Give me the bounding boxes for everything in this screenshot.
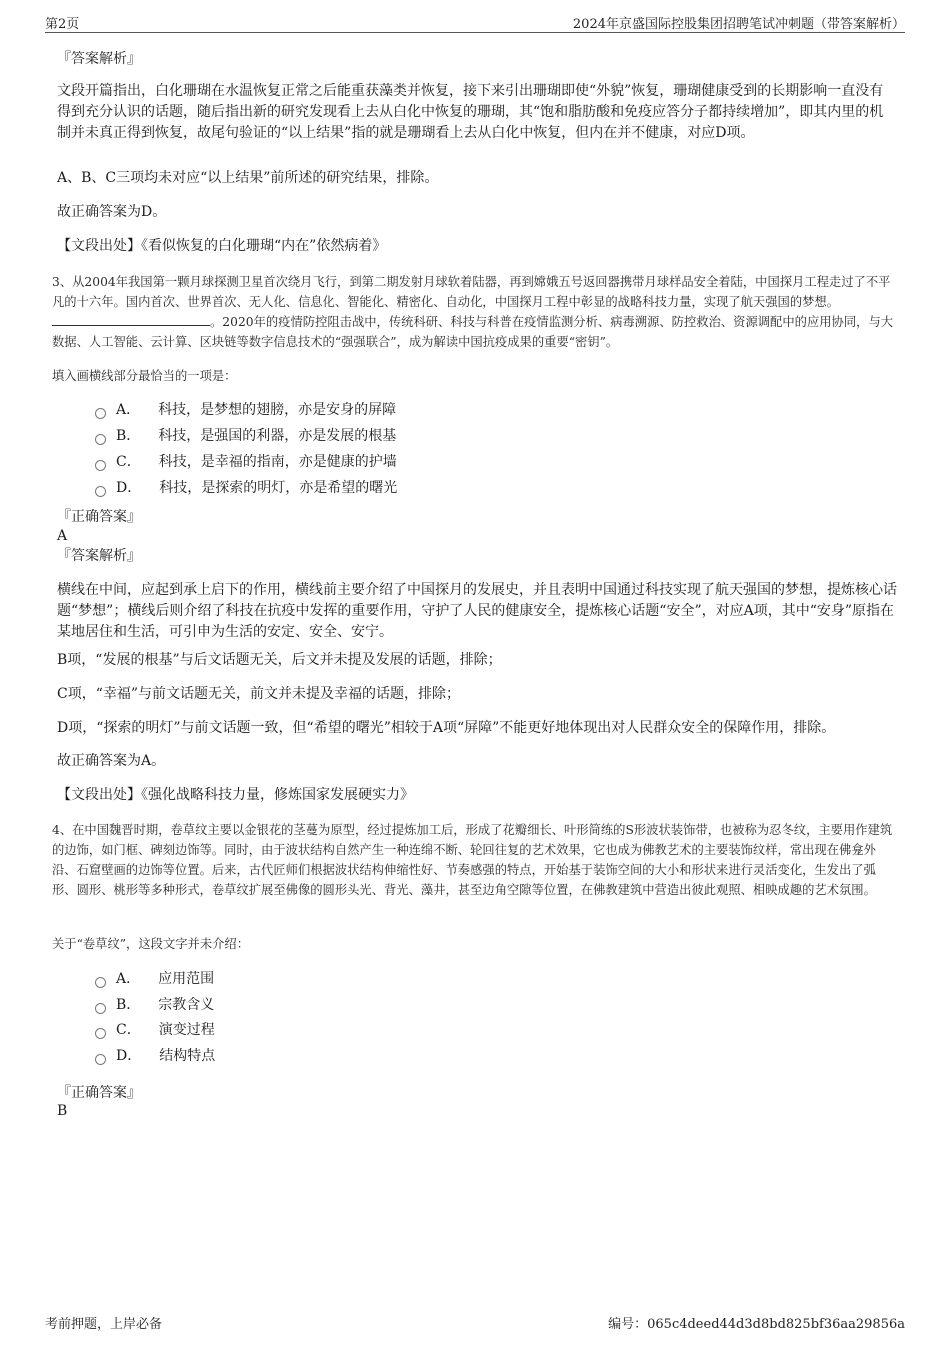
question-4-stem: 4、在中国魏晋时期，卷草纹主要以金银花的茎蔓为原型，经过提炼加工后，形成了花瓣细长、叶形简练的S形波状装饰带，也被称为忍冬纹，主要用作建筑的边饰，如门框、碑刻边饰等。同时，由于波状结构自然产生一种连绵不断、轮回往复的艺术效果，它也成为佛教艺术的主要装饰纹样，常出现在佛龛外沿、石窟壁画的边饰等位置。后来，古代匠师们根据波状结构伸缩性好、节奏感强的特点，开始基于装饰空间的大小和形状来进行灵活变化，生发出了弧形、圆形、桃形等多种形式，卷草纹扩展至佛像的圆形头光、背光、藻井，甚至边角空隙等位置，在佛教建筑中营造出彼此观照、相映成趣的艺术氛围。 bbox=[52, 823, 893, 897]
question-3-text-after: 。2020年的疫情防控阻击战中，传统科研、科技与科普在疫情监测分析、病毒溯源、防控救治、资源调配中的应用协同，与大数据、人工智能、云计算、区块链等数字信息技术的“强强联合”，成为解读中国抗疫成果的重要“密钥”。 bbox=[52, 315, 894, 349]
page-header bbox=[45, 10, 905, 33]
question-3-prompt: 填入画横线部分最恰当的一项是： bbox=[52, 369, 237, 383]
analysis-text: 横线在中间，应起到承上启下的作用，横线前主要介绍了中国探月的发展史，并且表明中国通过科技实现了航天强国的梦想，提炼核心话题“梦想”；横线后则介绍了科技在抗疫中发挥的重要作用，守护了人民的健康安全，提炼核心话题“安全”，对应A项，其中“安身”原指在某地居住和生活，可引申为生活的安定、安全、安宁。 bbox=[57, 582, 897, 640]
source-citation: 【文段出处】《强化战略科技力量，修炼国家发展硬实力》 bbox=[57, 787, 414, 803]
answer-label: 『正确答案』 bbox=[57, 509, 141, 525]
question-4-prompt: 关于“卷草纹”，这段文字并未介绍： bbox=[52, 937, 250, 951]
question-3-stem bbox=[52, 272, 900, 352]
document-title: 2024年京盛国际控股集团招聘笔试冲刺题（带答案解析） bbox=[572, 17, 905, 32]
option-a[interactable]: A． 应用范围 bbox=[95, 969, 214, 989]
radio-icon[interactable] bbox=[95, 460, 106, 471]
footer-slogan: 考前押题，上岸必备 bbox=[45, 1317, 163, 1332]
radio-icon[interactable] bbox=[95, 408, 106, 419]
option-a[interactable]: A． 科技，是梦想的翅膀，亦是安身的屏障 bbox=[95, 400, 396, 420]
document-id: 编号：065c4deed44d3d8bd825bf36aa29856a bbox=[608, 1317, 905, 1332]
answer-label: 『正确答案』 bbox=[57, 1085, 141, 1101]
analysis-text: 文段开篇指出，白化珊瑚在水温恢复正常之后能重获藻类并恢复，接下来引出珊瑚即使“外貌”恢复，珊瑚健康受到的长期影响一直没有得到充分认识的话题，随后指出新的研究发现看上去从白化中恢复的珊瑚，其“饱和脂肪酸和免疫应答分子都持续增加”，即其内里的机制并未真正得到恢复，故尾句验证的“以上结果”指的就是珊瑚看上去从白化中恢复，但内在并不健康，对应D项。 bbox=[57, 83, 884, 141]
fill-blank bbox=[52, 313, 210, 326]
option-d[interactable]: D． 结构特点 bbox=[95, 1046, 215, 1066]
analysis-label: 『答案解析』 bbox=[57, 548, 141, 564]
question-3-text-before: 3、从2004年我国第一颗月球探测卫星首次绕月飞行，到第二期发射月球软着陆器，再到嫦娥五号返回器携带月球样品安全着陆，中国探月工程走过了不平凡的十六年。国内首次、世界首次、无人化、信息化、智能化、精密化、自动化，中国探月工程中彰显的战略科技力量，实现了航天强国的梦想。 bbox=[52, 275, 891, 309]
source-citation: 【文段出处】《看似恢复的白化珊瑚“内在”依然病着》 bbox=[57, 238, 387, 254]
radio-icon[interactable] bbox=[95, 1028, 106, 1039]
option-b[interactable]: B． 科技，是强国的利器，亦是发展的根基 bbox=[95, 426, 396, 446]
analysis-label: 『答案解析』 bbox=[57, 51, 141, 67]
radio-icon[interactable] bbox=[95, 1003, 106, 1014]
option-c[interactable]: C． 演变过程 bbox=[95, 1020, 215, 1040]
answer-value: A bbox=[57, 528, 68, 544]
option-b[interactable]: B． 宗教含义 bbox=[95, 995, 214, 1015]
option-c[interactable]: C． 科技，是幸福的指南，亦是健康的护墙 bbox=[95, 452, 397, 472]
option-d[interactable]: D． 科技，是探索的明灯，亦是希望的曙光 bbox=[95, 478, 397, 498]
page-number: 第2页 bbox=[45, 17, 80, 32]
answer-value: B bbox=[57, 1103, 68, 1119]
analysis-note-d: D项，“探索的明灯”与前文话题一致，但“希望的曙光”相较于A项“屏障”不能更好地体现出对人民群众安全的保障作用，排除。 bbox=[57, 720, 836, 736]
conclusion: 故正确答案为A。 bbox=[57, 753, 166, 769]
conclusion: 故正确答案为D。 bbox=[57, 204, 167, 220]
analysis-note-b: B项，“发展的根基”与后文话题无关，后文并未提及发展的话题，排除； bbox=[57, 652, 502, 668]
radio-icon[interactable] bbox=[95, 486, 106, 497]
radio-icon[interactable] bbox=[95, 434, 106, 445]
radio-icon[interactable] bbox=[95, 977, 106, 988]
analysis-note: A、B、C三项均未对应“以上结果”前所述的研究结果，排除。 bbox=[57, 170, 439, 186]
analysis-note-c: C项，“幸福”与前文话题无关，前文并未提及幸福的话题，排除； bbox=[57, 686, 461, 702]
radio-icon[interactable] bbox=[95, 1054, 106, 1065]
